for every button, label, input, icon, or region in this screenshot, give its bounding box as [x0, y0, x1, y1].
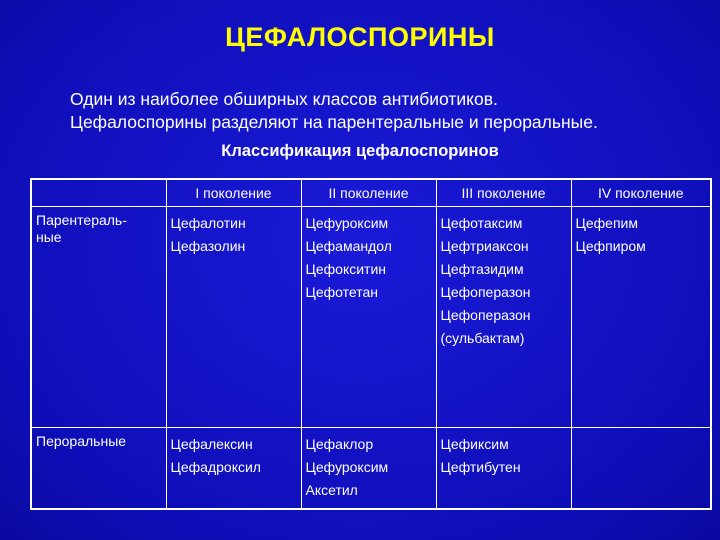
cell-oral-gen2 — [301, 428, 436, 510]
drug-name: Цефиксим — [440, 436, 509, 452]
drug-name: Цефотаксим — [440, 215, 523, 231]
header-generation-1: I поколение — [166, 179, 301, 207]
drug-name: Цефуроксим — [305, 215, 389, 231]
header-generation-4: IV поколение — [571, 179, 711, 207]
drug-name: Цефазолин — [170, 238, 246, 254]
drug-name: Цефалексин — [170, 436, 253, 452]
drug-name: Цефоперазон — [440, 307, 531, 323]
drug-name: Цефаклор — [305, 436, 374, 452]
cell-parenteral-gen2 — [301, 207, 436, 428]
row-label-oral: Пероральные — [31, 428, 166, 510]
cell-parenteral-gen1 — [166, 207, 301, 428]
drug-name: Цефалотин — [170, 215, 246, 231]
cell-oral-gen3 — [436, 428, 571, 510]
drug-name: Цефпиром — [575, 238, 646, 254]
header-generation-2: II поколение — [301, 179, 436, 207]
intro-line-2: Цефалоспорины разделяют на парентеральные и пероральные. — [70, 112, 598, 132]
cell-oral-gen4 — [571, 428, 711, 510]
drug-name: Цефотетан — [305, 284, 378, 300]
intro-text — [70, 88, 710, 134]
table-row-oral — [31, 428, 711, 510]
drug-name: Цефуроксим — [305, 459, 389, 475]
drug-name: Аксетил — [305, 482, 358, 498]
drug-name: Цефтриаксон — [440, 238, 529, 254]
drug-name: Цефтазидим — [440, 261, 524, 277]
table-row-parenteral — [31, 207, 711, 428]
header-empty-cell — [31, 179, 166, 207]
row-label-parenteral: Парентераль- ные — [31, 207, 166, 428]
cell-parenteral-gen3 — [436, 207, 571, 428]
drug-name: Цефамандол — [305, 238, 392, 254]
drug-name: Цефепим — [575, 215, 638, 231]
cell-parenteral-gen4 — [571, 207, 711, 428]
table-header-row — [31, 179, 711, 207]
drug-name: Цефоперазон — [440, 284, 531, 300]
classification-table — [30, 178, 712, 510]
cell-oral-gen1 — [166, 428, 301, 510]
drug-name: Цефтибутен — [440, 459, 521, 475]
drug-name: (сульбактам) — [440, 330, 525, 346]
intro-line-1: Один из наиболее обширных классов антибиотиков. — [70, 89, 498, 109]
header-generation-3: III поколение — [436, 179, 571, 207]
table-subtitle: Классификация цефалоспоринов — [221, 142, 499, 160]
slide-title: ЦЕФАЛОСПОРИНЫ — [225, 22, 495, 52]
drug-name: Цефокситин — [305, 261, 387, 277]
drug-name: Цефадроксил — [170, 459, 261, 475]
